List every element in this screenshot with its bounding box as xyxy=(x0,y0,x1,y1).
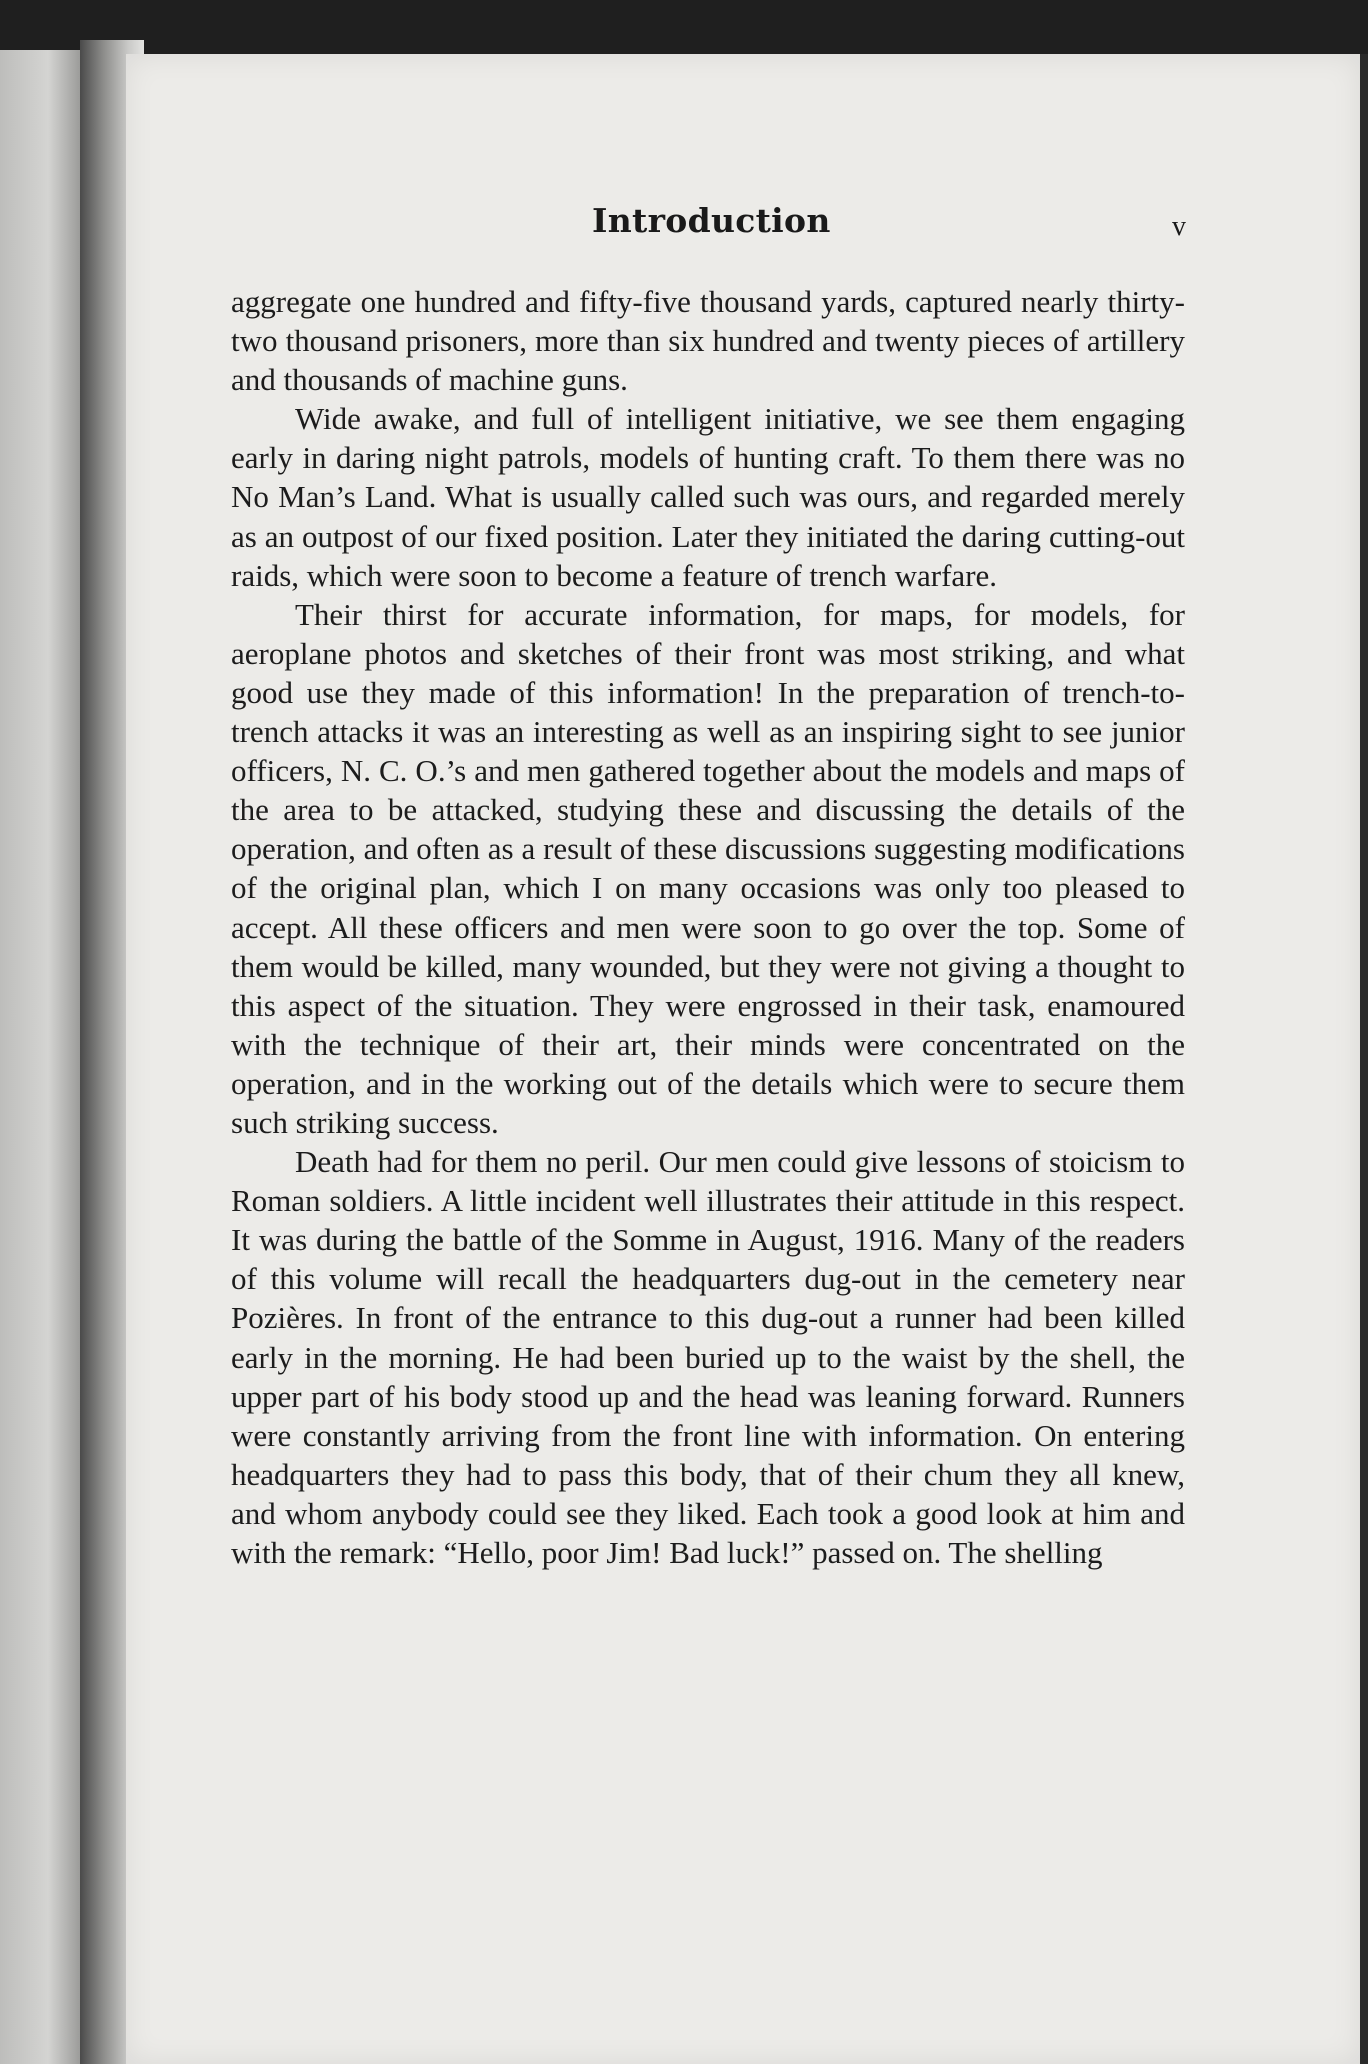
facing-page-edge xyxy=(0,50,80,2064)
paragraph: Their thirst for accurate information, for maps, for models, for aeroplane photos and sketches of their front was most striking, and what good use they made of this information! In the preparation of trench-to-trench attacks it was an interesting as well as an inspiring sight to see junior officers, N. C. O.’s and men gathered together about the models and maps of the area to be attacked, studying these and discussing the details of the operation, and often as a result of these discussions suggesting modifications of the original plan, which I on many occasions was only too pleased to accept. All these officers and men were soon to go over the top. Some of them would be killed, many wounded, but they were not giving a thought to this aspect of the situation. They were engrossed in their task, enamoured with the technique of their art, their minds were concentrated on the operation, and in the working out of the details which were to secure them such striking success. xyxy=(231,596,1185,1140)
body-text xyxy=(231,282,1185,1572)
page-header xyxy=(0,195,1368,255)
page-number: v xyxy=(1172,211,1186,242)
paragraph: Death had for them no peril. Our men could give lessons of stoicism to Roman soldiers. A little incident well illustrates their attitude in this respect. It was during the battle of the Somme in August, 1916. Many of the readers of this volume will recall the headquarters dug-out in the cemetery near Pozières. In front of the entrance to this dug-out a runner had been killed early in the morning. He had been buried up to the waist by the shell, the upper part of his body stood up and the head was leaning forward. Runners were constantly arriving from the front line with information. On entering headquarters they had to pass this body, that of their chum they all knew, and whom anybody could see they liked. Each took a good look at him and with the remark: “Hello, poor Jim! Bad luck!” passed on. The shelling xyxy=(231,1144,1185,1570)
paragraph: Wide awake, and full of intelligent initiative, we see them engaging early in daring night patrols, models of hunting craft. To them there was no No Man’s Land. What is usually called such was ours, and regarded merely as an outpost of our fixed position. Later they initiated the daring cutting-out raids, which were soon to become a feature of trench warfare. xyxy=(231,401,1185,593)
running-head: Introduction xyxy=(592,201,831,240)
paragraph-continued: aggregate one hundred and fifty-five thousand yards, captured nearly thirty-two thousand prisoners, more than six hundred and twenty pieces of artillery and thousands of machine guns. xyxy=(231,284,1185,398)
page-right-edge xyxy=(1360,54,1368,2064)
